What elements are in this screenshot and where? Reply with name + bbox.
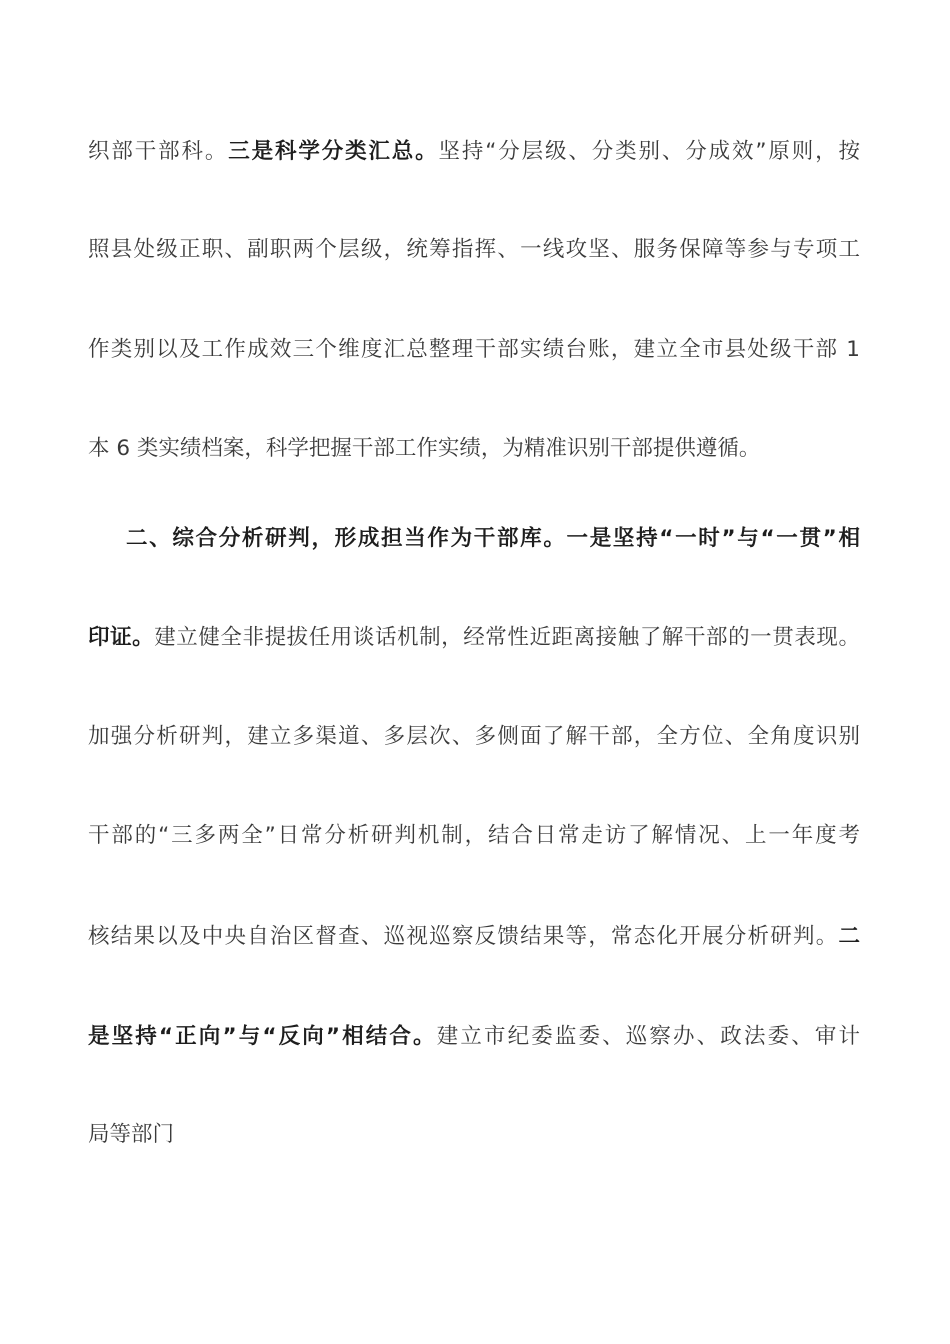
bold-heading-run: 二 xyxy=(838,924,860,949)
section-heading-line: 二、综合分析研判，形成担当作为干部库。一是坚持“一时”与“一贯”相 xyxy=(126,526,860,551)
paragraph-2-line-2 xyxy=(88,618,860,658)
text-run: 建立市纪委监委、巡察办、政法委、审计 xyxy=(436,1024,860,1049)
paragraph-1-line-4: 本 6 类实绩档案，科学把握干部工作实绩，为精准识别干部提供遵循。 xyxy=(88,436,761,461)
bold-heading-run: 三是科学分类汇总。 xyxy=(228,139,439,164)
text-run: 坚持“分层级、分类别、分成效”原则，按 xyxy=(438,139,860,164)
paragraph-1-line-2: 照县处级正职、副职两个层级，统筹指挥、一线攻坚、服务保障等参与专项工 xyxy=(88,237,860,262)
paragraph-1-line-1 xyxy=(88,132,860,172)
paragraph-2-line-3: 加强分析研判，建立多渠道、多层次、多侧面了解干部，全方位、全角度识别 xyxy=(88,724,860,749)
bold-heading-run: 是坚持“正向”与“反向”相结合。 xyxy=(88,1024,437,1049)
paragraph-2-line-7: 局等部门 xyxy=(88,1122,175,1147)
paragraph-1-line-3: 作类别以及工作成效三个维度汇总整理干部实绩台账，建立全市县处级干部 1 xyxy=(88,337,860,362)
text-run: 核结果以及中央自治区督查、巡视巡察反馈结果等，常态化开展分析研判。 xyxy=(88,924,839,949)
paragraph-2-line-5 xyxy=(88,917,860,957)
text-run: 建立健全非提拔任用谈话机制，经常性近距离接触了解干部的一贯表现。 xyxy=(154,625,860,650)
paragraph-2-line-4: 干部的“三多两全”日常分析研判机制，结合日常走访了解情况、上一年度考 xyxy=(88,823,860,848)
paragraph-2-line-6 xyxy=(88,1017,860,1057)
text-run: 织部干部科。 xyxy=(88,139,229,164)
bold-heading-run: 印证。 xyxy=(88,625,155,650)
